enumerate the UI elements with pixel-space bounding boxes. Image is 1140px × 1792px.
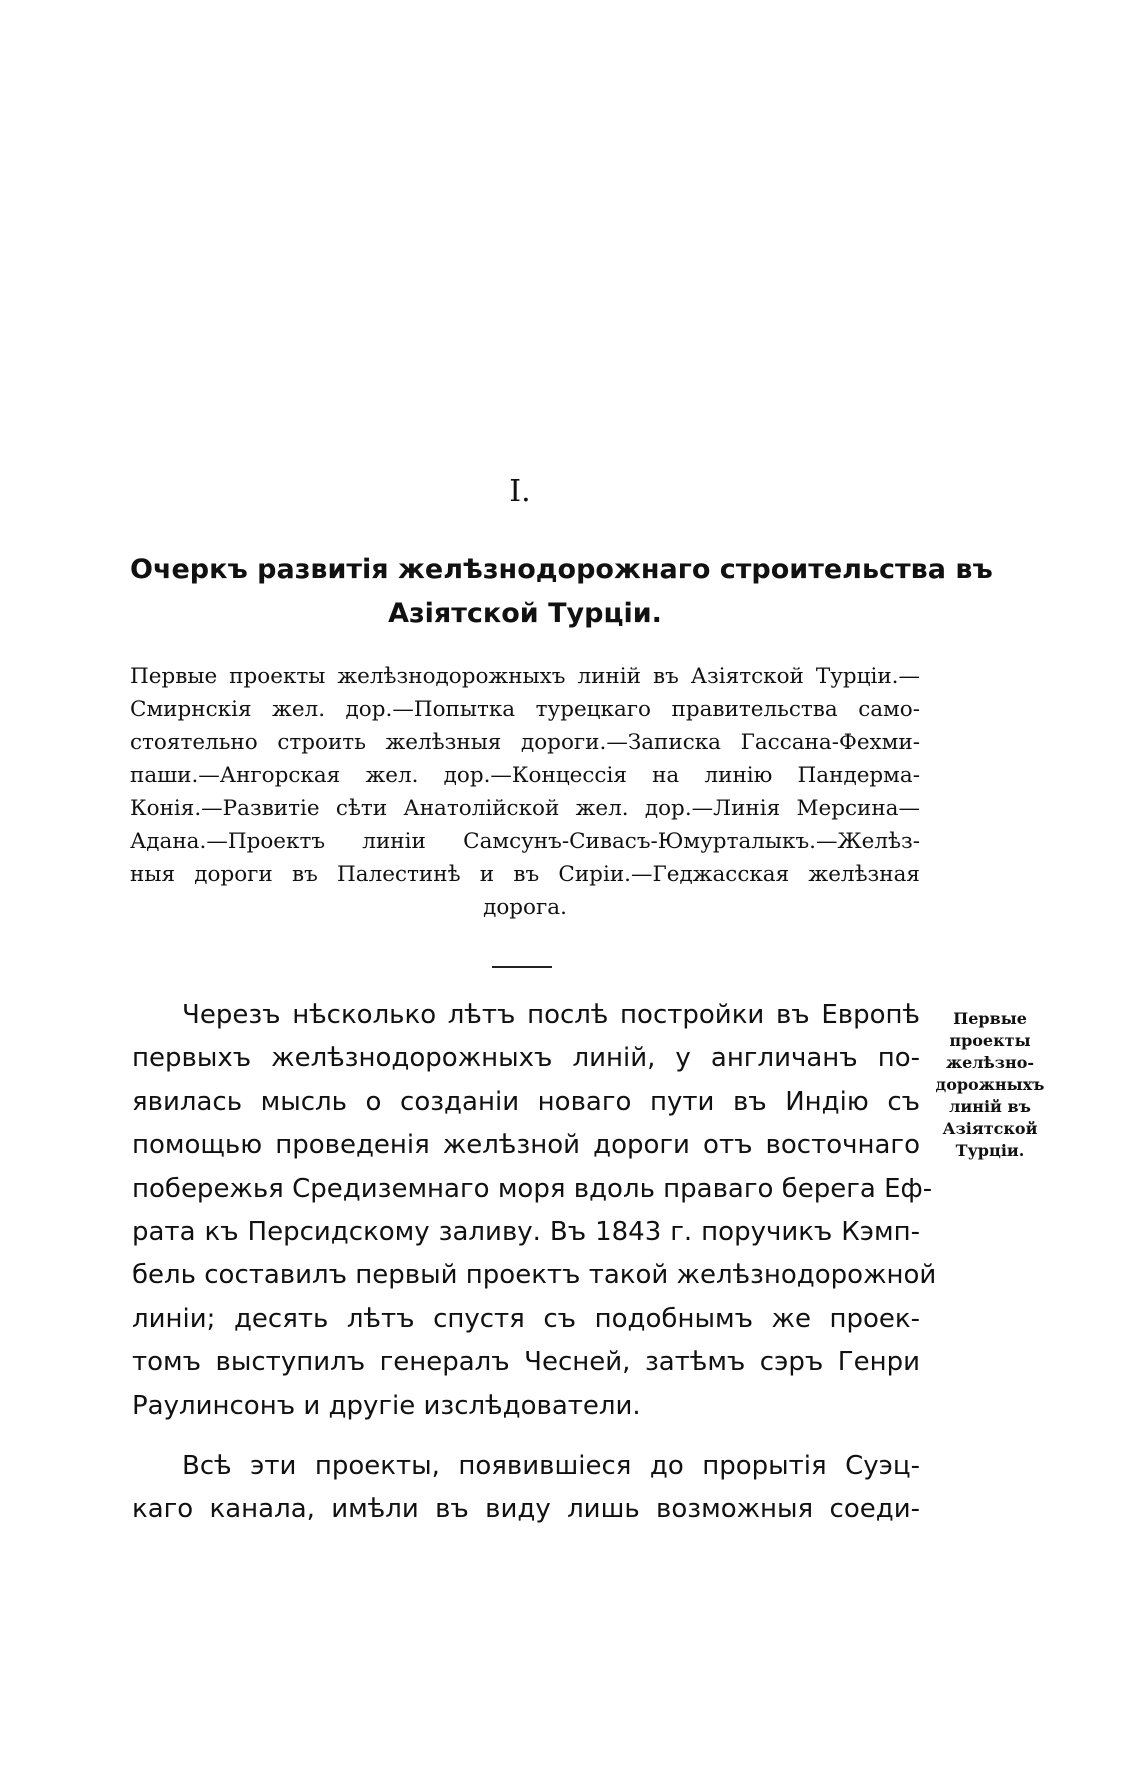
body-paragraph-1 [132, 994, 937, 1428]
summary-line: Первые проекты желѣзнодорожныхъ линій въ Азіятской Турціи.— [130, 664, 920, 689]
margin-note-line: Азіятской [942, 1119, 1038, 1138]
title-line: Азіятской Турціи. [388, 598, 662, 629]
summary-line: Смирнскія жел. дор.—Попытка турецкаго правительства само- [130, 697, 920, 722]
summary-last-line: дорога. [483, 895, 567, 920]
body-line: явилась мысль о созданіи новаго пути въ Индію съ [132, 1086, 920, 1117]
margin-note-line: Турціи. [955, 1141, 1025, 1160]
margin-note-line: Первые [953, 1009, 1027, 1028]
body-paragraph-2 [132, 1445, 920, 1532]
chapter-title [130, 548, 993, 636]
summary-line: стоятельно строить желѣзныя дороги.—Записка Гассана-Фехми- [130, 730, 920, 755]
summary-line: ныя дороги въ Палестинѣ и въ Сиріи.—Геджасская желѣзная [130, 862, 920, 887]
body-line: побережья Средиземнаго моря вдоль праваго берега Еф- [132, 1173, 933, 1204]
body-line: Всѣ эти проекты, появившіеся до прорытія Суэц- [182, 1451, 920, 1481]
margin-note-line: линій въ [949, 1097, 1031, 1116]
body-line: бель составилъ первый проектъ такой желѣзнодорожной [132, 1260, 937, 1291]
margin-note-line: дорожныхъ [935, 1075, 1045, 1094]
summary-line: паши.—Ангорская жел. дор.—Концессія на линію Пандерма- [130, 763, 920, 788]
margin-note-line: желѣзно- [945, 1053, 1035, 1072]
title-line: Очеркъ развитія желѣзнодорожнаго строительства въ [130, 554, 993, 585]
body-line: Черезъ нѣсколько лѣтъ послѣ постройки въ Европѣ [182, 1000, 920, 1030]
body-line: томъ выступилъ генералъ Чесней, затѣмъ сэръ Генри [132, 1347, 920, 1378]
section-divider [492, 966, 552, 968]
body-line: линіи; десять лѣтъ спустя съ подобнымъ же проек- [132, 1303, 920, 1334]
chapter-summary [130, 660, 920, 924]
body-line: первыхъ желѣзнодорожныхъ линій, у англичанъ по- [132, 1043, 920, 1074]
body-line: рата къ Персидскому заливу. Въ 1843 г. поручикъ Кэмп- [132, 1217, 920, 1248]
margin-note [930, 1008, 1050, 1162]
margin-note-line: проекты [949, 1031, 1031, 1050]
summary-line: Адана.—Проектъ линіи Самсунъ-Сивасъ-Юмурталыкъ.—Желѣз- [130, 829, 920, 854]
chapter-number: I. [509, 474, 531, 509]
body-line: каго канала, имѣли въ виду лишь возможныя соеди- [132, 1494, 920, 1525]
summary-line: Конія.—Развитіе сѣти Анатолійской жел. дор.—Линія Мерсина— [130, 796, 920, 821]
body-line: помощью проведенія желѣзной дороги отъ восточнаго [132, 1130, 920, 1161]
body-line: Раулинсонъ и другіе изслѣдователи. [132, 1390, 641, 1421]
